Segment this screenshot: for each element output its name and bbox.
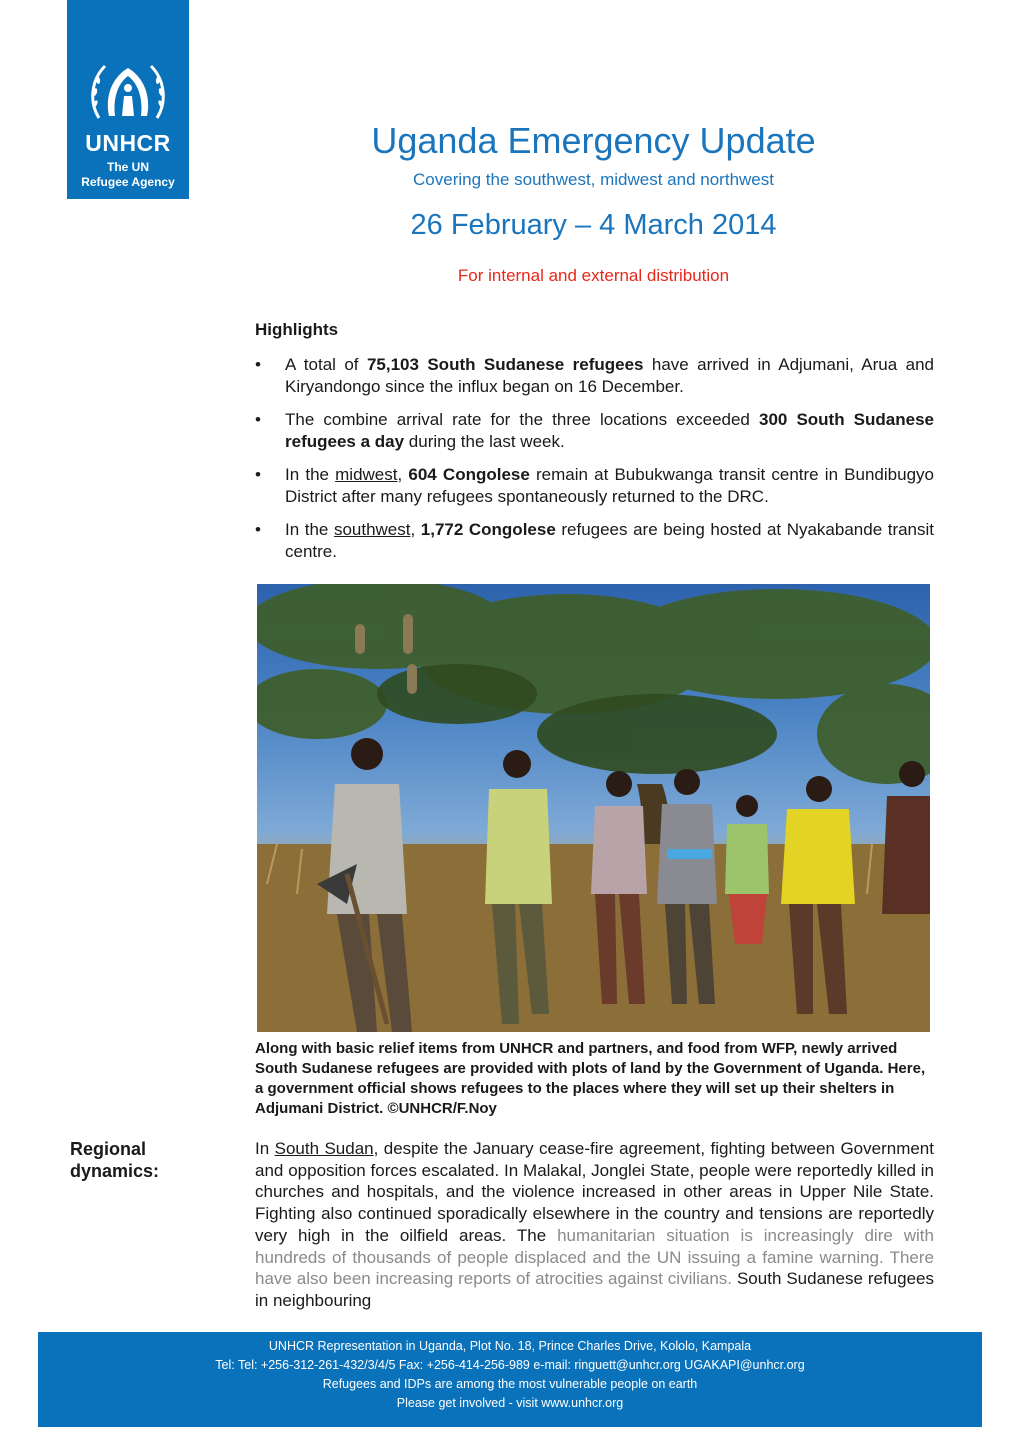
highlight-text: have arrived in Adjumani, Arua and Kiryandongo since the influx began on 16 December.	[285, 355, 934, 396]
highlight-item	[255, 409, 934, 453]
regional-label-line2: dynamics:	[70, 1161, 160, 1181]
footer-contact: Tel: Tel: +256-312-261-432/3/4/5 Fax: +256-414-256-989 e-mail: ringuett@unhcr.org UGAKAPI@unhcr.org	[215, 1358, 805, 1372]
logo-brand: UNHCR	[85, 130, 171, 156]
south-sudan-link[interactable]: South Sudan	[274, 1139, 374, 1158]
distribution-note: For internal and external distribution	[457, 266, 730, 285]
highlight-text: In the	[285, 465, 336, 484]
footer-tagline: Refugees and IDPs are among the most vulnerable people on earth	[322, 1377, 698, 1391]
highlights-heading: Highlights	[255, 320, 339, 339]
regional-dynamics-text	[255, 1138, 934, 1312]
logo-tagline-1: The UN	[107, 160, 149, 174]
photo-caption: Along with basic relief items from UNHCR and partners, and food from WFP, newly arrived South Sudanese refugees are provided with plots of land by the Government of Uganda. Here, a government official shows refugees to the places where they will set up their shelters in Adjumani District. ©UNHCR/F.Noy	[255, 1040, 926, 1117]
footer-website: Please get involved - visit www.unhcr.org	[396, 1396, 624, 1410]
highlight-item	[255, 464, 934, 508]
body-text: , despite the January cease-fire agreement, fighting between Government and opposition forces escalated. In Malakal, Jonglei State, people were reportedly killed in churches and hospitals, and the violence increased in other areas in Upper Nile State. Fighting also continued sporadically elsewhere in the country and tensions are reportedly very high in the oilfield areas. The	[255, 1139, 934, 1245]
regional-dynamics-label	[70, 1138, 220, 1182]
highlight-text: A total of	[285, 355, 367, 374]
highlight-text: refugees are being hosted at Nyakabande transit centre.	[285, 520, 935, 561]
bullet-icon: •	[255, 355, 261, 374]
bullet-icon: •	[255, 465, 261, 484]
body-text: South Sudanese refugees in neighbouring	[255, 1269, 934, 1310]
highlight-bold: 75,103 South Sudanese refugees	[366, 355, 644, 374]
report-dates: 26 February – 4 March 2014	[410, 209, 777, 241]
page-title: Uganda Emergency Update	[371, 120, 816, 161]
highlight-item	[255, 354, 934, 398]
highlight-text: ,	[397, 465, 409, 484]
highlight-link-midwest[interactable]: midwest	[335, 465, 398, 484]
highlights-list	[255, 354, 934, 574]
highlight-link-southwest[interactable]: southwest	[333, 520, 411, 539]
highlight-bold: 300 South Sudanese refugees a day	[285, 410, 934, 451]
bullet-icon: •	[255, 520, 261, 539]
unhcr-logo	[67, 0, 189, 199]
logo-tagline-2: Refugee Agency	[81, 175, 175, 189]
footer-address: UNHCR Representation in Uganda, Plot No. 18, Prince Charles Drive, Kololo, Kampala	[268, 1339, 752, 1353]
page-footer	[38, 1332, 982, 1427]
unhcr-emblem-icon	[87, 58, 169, 124]
bullet-icon: •	[255, 410, 261, 429]
highlight-item	[255, 519, 934, 563]
highlight-text: In the	[285, 520, 334, 539]
regional-label-line1: Regional	[70, 1139, 147, 1159]
highlight-text: The combine arrival rate for the three locations exceeded	[285, 410, 759, 429]
highlight-text: ,	[410, 520, 421, 539]
body-text: In	[255, 1139, 275, 1158]
highlight-text: remain at Bubukwanga transit centre in Bundibugyo District after many refugees spontaneously returned to the DRC.	[285, 465, 934, 506]
refugees-photo	[257, 584, 930, 1032]
photo-illustration	[257, 584, 930, 1032]
highlight-bold: 604 Congolese	[408, 465, 530, 484]
page-subtitle: Covering the southwest, midwest and northwest	[413, 170, 774, 189]
body-text-faded: humanitarian situation is increasingly dire with hundreds of thousands of people displaced and the UN issuing a famine warning. There have also been increasing reports of atrocities against civilians.	[255, 1225, 934, 1289]
highlight-bold: 1,772 Congolese	[420, 520, 556, 539]
highlight-text: during the last week.	[404, 432, 565, 451]
